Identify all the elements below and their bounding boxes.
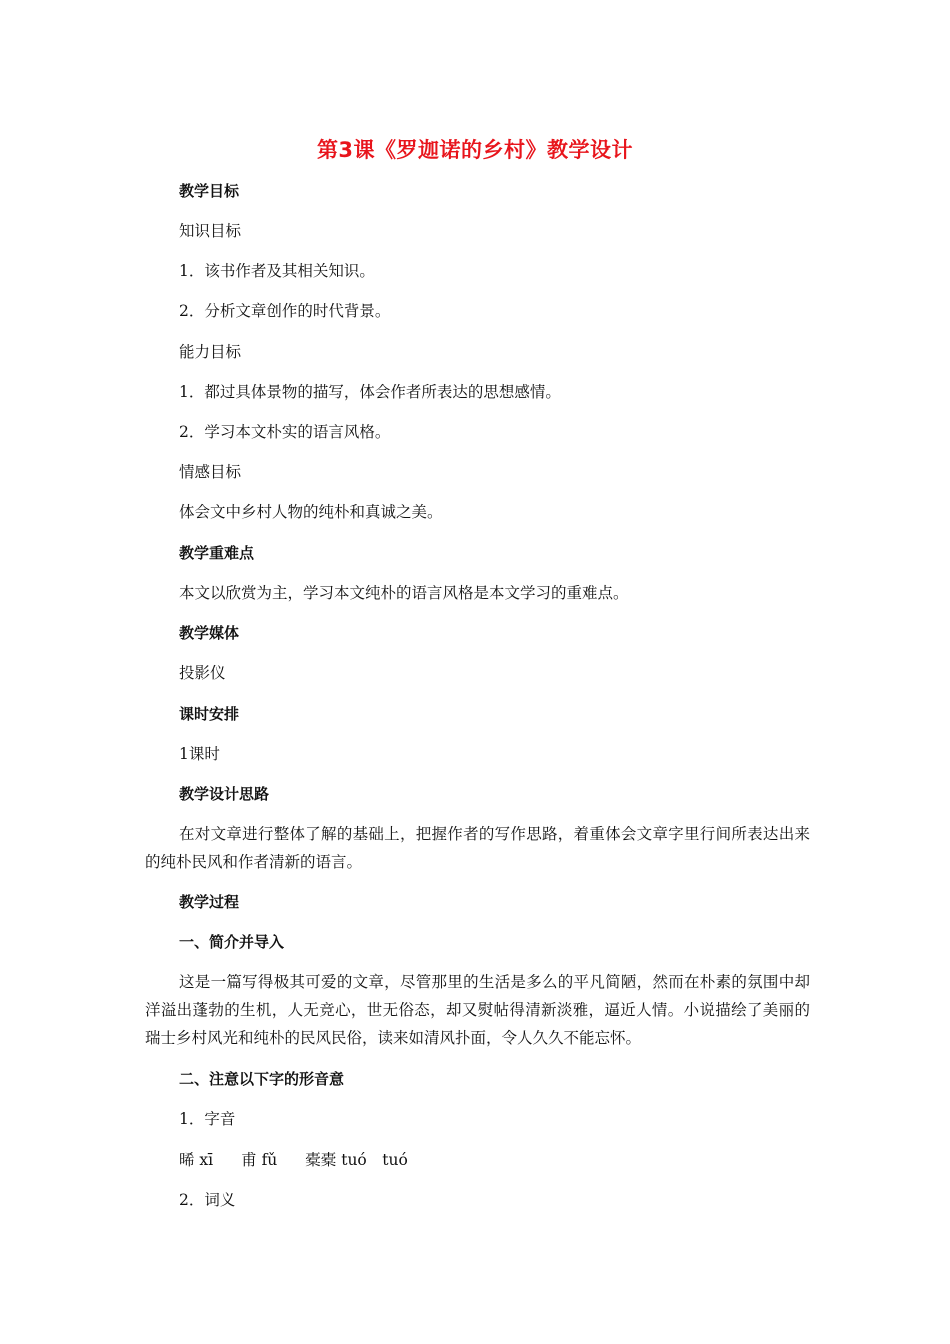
heading-design-approach: 教学设计思路 (179, 785, 270, 803)
knowledge-item-1: 1．该书作者及其相关知识。 (179, 262, 375, 280)
heading-media: 教学媒体 (179, 624, 240, 642)
heading-key-points: 教学重难点 (179, 544, 255, 562)
heading-schedule: 课时安排 (179, 705, 240, 723)
schedule-text: 1课时 (179, 745, 220, 763)
pronunciation-list (179, 1150, 408, 1170)
subheading-ability-goals: 能力目标 (179, 343, 242, 361)
subheading-emotion-goals: 情感目标 (179, 463, 242, 481)
heading-teaching-process: 教学过程 (179, 893, 240, 911)
pronunciation-item: 晞 xī (179, 1151, 214, 1169)
heading-teaching-goals: 教学目标 (179, 182, 240, 200)
knowledge-item-2: 2．分析文章创作的时代背景。 (179, 302, 391, 320)
step-1-paragraph: 这是一篇写得极其可爱的文章，尽管那里的生活是多么的平凡简陋，然而在朴素的氛围中却洋溢出蓬勃的生机，人无竞心，世无俗态，却又熨帖得清新淡雅，逼近人情。小说描绘了美丽的瑞士乡村风光和纯朴的民风民俗，读来如清风扑面，令人久久不能忘怀。 (145, 973, 810, 1047)
subheading-knowledge-goals: 知识目标 (179, 222, 242, 240)
ability-item-1: 1．都过具体景物的描写，体会作者所表达的思想感情。 (179, 383, 561, 401)
media-text: 投影仪 (179, 664, 226, 682)
design-approach-paragraph: 在对文章进行整体了解的基础上，把握作者的写作思路，着重体会文章字里行间所表达出来的纯朴民风和作者清新的语言。 (145, 825, 810, 871)
emotion-item-1: 体会文中乡村人物的纯朴和真诚之美。 (179, 503, 443, 521)
pronunciation-item: 橐橐 tuó tuó (305, 1151, 408, 1169)
key-points-text: 本文以欣赏为主，学习本文纯朴的语言风格是本文学习的重难点。 (179, 584, 629, 602)
meaning-heading: 2．词义 (179, 1191, 236, 1209)
document-title: 第3课《罗迦诺的乡村》教学设计 (316, 138, 634, 162)
heading-step-1: 一、简介并导入 (179, 933, 285, 951)
ability-item-2: 2．学习本文朴实的语言风格。 (179, 423, 391, 441)
heading-step-2: 二、注意以下字的形音意 (179, 1070, 345, 1088)
pronunciation-item: 甫 fǔ (241, 1151, 278, 1169)
pronunciation-heading: 1．字音 (179, 1110, 236, 1128)
